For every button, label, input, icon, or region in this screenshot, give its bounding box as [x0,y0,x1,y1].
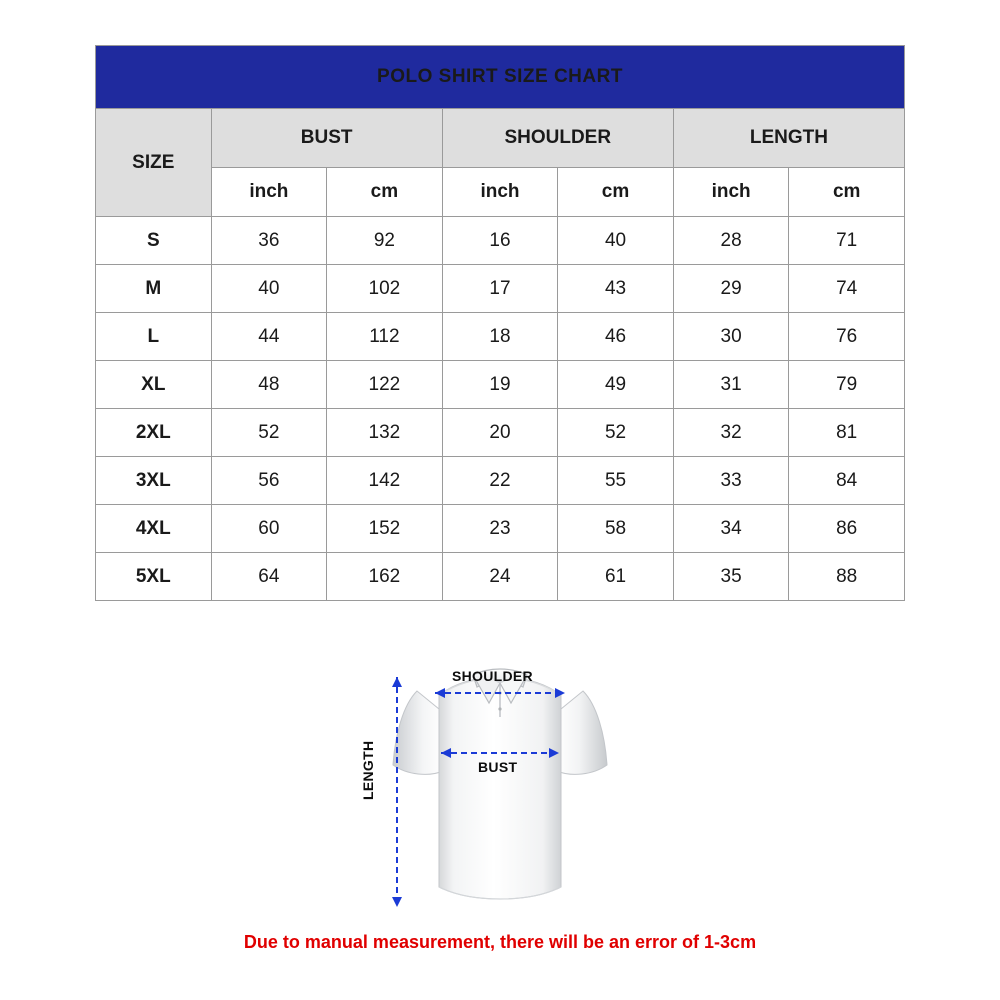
cell-length-cm: 71 [789,217,905,265]
label-length: LENGTH [360,740,376,800]
unit-shoulder-inch: inch [442,168,558,217]
cell-length-cm: 88 [789,553,905,601]
cell-shoulder-inch: 19 [442,361,558,409]
cell-size: L [96,313,212,361]
cell-shoulder-inch: 23 [442,505,558,553]
cell-shoulder-cm: 52 [558,409,674,457]
cell-size: 2XL [96,409,212,457]
cell-length-inch: 33 [673,457,789,505]
cell-length-inch: 34 [673,505,789,553]
cell-length-cm: 81 [789,409,905,457]
table-row [96,265,905,313]
cell-shoulder-inch: 17 [442,265,558,313]
cell-length-inch: 28 [673,217,789,265]
cell-shoulder-cm: 46 [558,313,674,361]
unit-length-cm: cm [789,168,905,217]
table-row [96,217,905,265]
cell-bust-cm: 132 [327,409,443,457]
column-group-header-row [96,109,905,168]
cell-bust-inch: 56 [211,457,327,505]
cell-shoulder-inch: 20 [442,409,558,457]
cell-length-inch: 30 [673,313,789,361]
cell-shoulder-cm: 58 [558,505,674,553]
cell-bust-cm: 162 [327,553,443,601]
cell-bust-inch: 60 [211,505,327,553]
table-row [96,457,905,505]
cell-shoulder-cm: 55 [558,457,674,505]
cell-length-cm: 76 [789,313,905,361]
cell-bust-inch: 40 [211,265,327,313]
header-length: LENGTH [673,109,904,168]
cell-bust-cm: 122 [327,361,443,409]
cell-bust-inch: 36 [211,217,327,265]
table-row [96,361,905,409]
cell-bust-inch: 48 [211,361,327,409]
cell-size: M [96,265,212,313]
cell-size: 4XL [96,505,212,553]
cell-shoulder-cm: 43 [558,265,674,313]
label-bust: BUST [478,759,518,775]
cell-length-cm: 86 [789,505,905,553]
cell-shoulder-inch: 22 [442,457,558,505]
header-shoulder: SHOULDER [442,109,673,168]
cell-shoulder-cm: 49 [558,361,674,409]
cell-length-cm: 84 [789,457,905,505]
cell-bust-inch: 52 [211,409,327,457]
unit-shoulder-cm: cm [558,168,674,217]
label-shoulder: SHOULDER [452,668,533,684]
cell-length-inch: 29 [673,265,789,313]
cell-size: S [96,217,212,265]
cell-bust-cm: 102 [327,265,443,313]
cell-length-inch: 35 [673,553,789,601]
cell-length-cm: 79 [789,361,905,409]
cell-shoulder-inch: 16 [442,217,558,265]
cell-length-inch: 32 [673,409,789,457]
unit-header-row [96,168,905,217]
cell-bust-inch: 44 [211,313,327,361]
cell-bust-cm: 92 [327,217,443,265]
cell-bust-inch: 64 [211,553,327,601]
measurement-diagram [0,625,1000,935]
cell-size: 5XL [96,553,212,601]
size-chart-table [95,45,905,601]
unit-bust-inch: inch [211,168,327,217]
page-title: POLO SHIRT SIZE CHART [96,46,905,109]
table-row [96,553,905,601]
cell-size: 3XL [96,457,212,505]
table-row [96,409,905,457]
unit-bust-cm: cm [327,168,443,217]
cell-bust-cm: 112 [327,313,443,361]
cell-length-cm: 74 [789,265,905,313]
table-row [96,313,905,361]
cell-shoulder-cm: 40 [558,217,674,265]
table-row [96,505,905,553]
cell-size: XL [96,361,212,409]
cell-shoulder-inch: 24 [442,553,558,601]
cell-shoulder-cm: 61 [558,553,674,601]
measurement-note: Due to manual measurement, there will be an error of 1-3cm [243,932,757,952]
header-size: SIZE [96,109,212,217]
cell-bust-cm: 142 [327,457,443,505]
size-chart-container [95,45,905,601]
cell-shoulder-inch: 18 [442,313,558,361]
header-bust: BUST [211,109,442,168]
cell-bust-cm: 152 [327,505,443,553]
cell-length-inch: 31 [673,361,789,409]
chart-title-row [96,46,905,109]
unit-length-inch: inch [673,168,789,217]
